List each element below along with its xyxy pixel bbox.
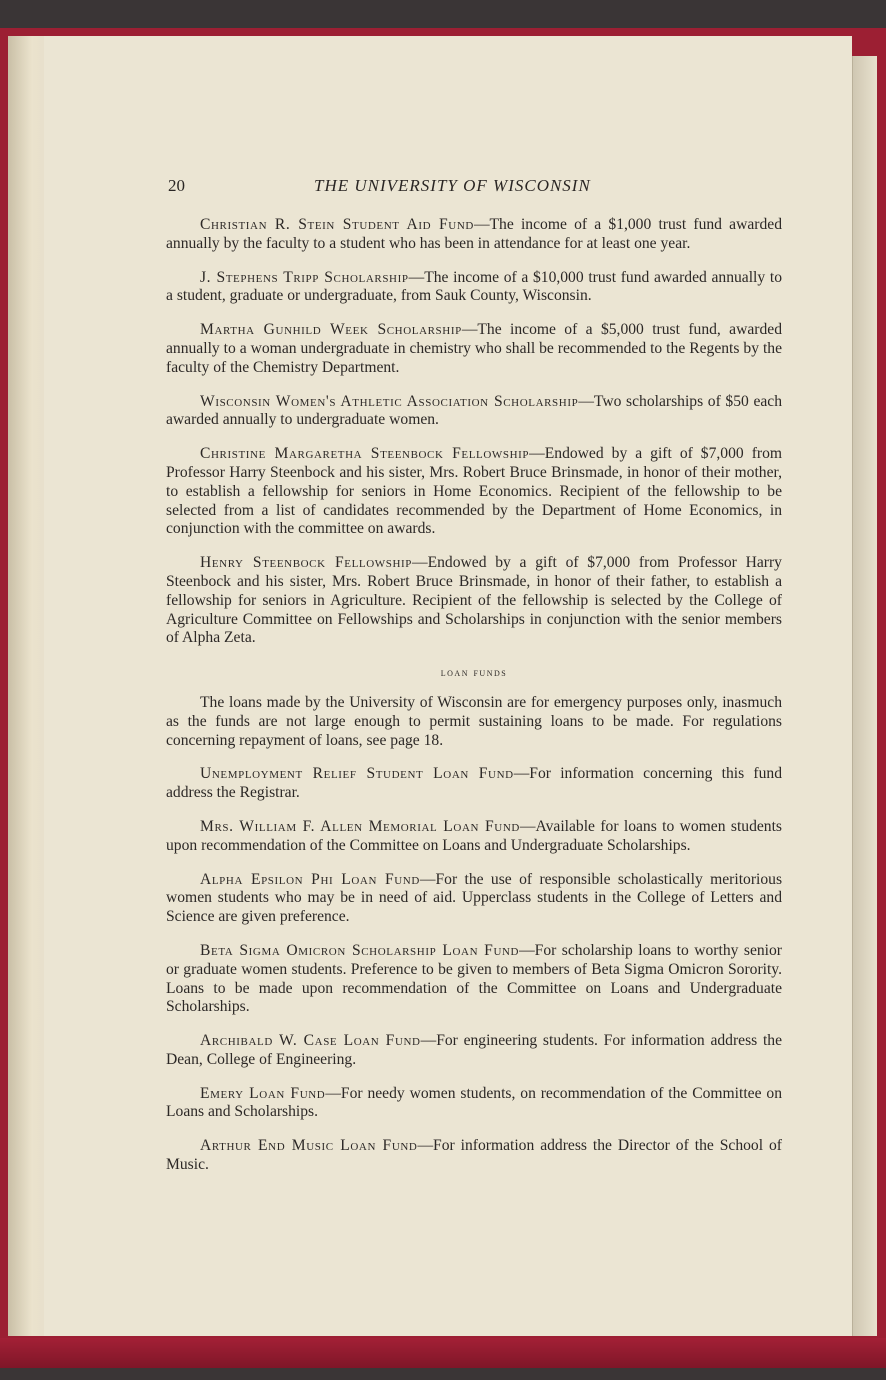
- loans-intro: The loans made by the University of Wisconsin are for emergency purposes only, inasmuch as the funds are not large enough to permit sustaining loans to be made. For regulations concerning repayment of loans, see page 18.: [166, 693, 782, 749]
- fund-description: —Endowed by a gift of $7,000 from Professor Harry Steenbock and his sister, Mrs. Robert Bruce Brinsmade, in honor of their mother, to establish a fellowship for seniors in Home Economics. Recipient of the fellowship to be selected from a list of candidates recommended by the Department of Home Economics, in conjunction with the committee on awards.: [166, 445, 783, 538]
- fund-name: Archibald W. Case Loan Fund: [200, 1032, 421, 1050]
- fund-description: —For information concerning this fund address the Registrar.: [166, 765, 783, 802]
- fund-description: —For engineering students. For information address the Dean, College of Engineering.: [166, 1032, 782, 1068]
- fund-name: Mrs. William F. Allen Memorial Loan Fund: [200, 817, 520, 835]
- fund-entry: [166, 445, 782, 539]
- fund-entry: [166, 818, 782, 856]
- fund-name: Martha Gunhild Week Scholarship: [200, 321, 462, 339]
- fund-description: —The income of a $1,000 trust fund awarded annually by the faculty to a student who has been in attendance for at least one year.: [166, 216, 782, 252]
- fund-description: —For needy women students, on recommendation of the Committee on Loans and Scholarships.: [166, 1084, 782, 1121]
- page-content: [166, 216, 782, 1190]
- fund-description: —For the use of responsible scholastically meritorious women students who may be in need of aid. Upperclass students in the College of Letters and Science are given preference.: [166, 870, 783, 926]
- fund-entry: [166, 1137, 782, 1175]
- fund-name: Alpha Epsilon Phi Loan Fund: [200, 870, 420, 888]
- fund-name: Unemployment Relief Student Loan Fund: [200, 765, 514, 783]
- running-head: [168, 176, 780, 200]
- book-cover-bottom-edge: [0, 1338, 886, 1368]
- page-number: 20: [168, 176, 185, 195]
- fund-description: —Endowed by a gift of $7,000 from Professor Harry Steenbock and his sister, Mrs. Robert Bruce Brinsmade, in honor of their father, to establish a fellowship for seniors in Agriculture. Recipient of the fellowship is selected by the College of Agriculture Committee on Fellowships and Scholarships in conjunction with the senior members of Alpha Zeta.: [166, 554, 782, 647]
- fund-name: Christine Margaretha Steenbock Fellowship: [200, 445, 530, 463]
- fund-entry: [166, 765, 782, 803]
- fund-name: Beta Sigma Omicron Scholarship Loan Fund: [200, 941, 520, 959]
- fund-entry: [166, 1032, 782, 1070]
- fund-name: J. Stephens Tripp Scholarship: [200, 268, 409, 286]
- fund-description: —For information address the Director of the School of Music.: [166, 1137, 782, 1174]
- fund-name: Emery Loan Fund: [200, 1084, 326, 1102]
- fund-entry: [166, 393, 782, 431]
- fund-description: —For scholarship loans to worthy senior or graduate women students. Preference to be given to members of Beta Sigma Omicron Sorority. Loans to be made upon recommendation of the Committee on Loans and Undergraduate Scholarships.: [166, 941, 782, 1016]
- page-stack-edge: [8, 36, 48, 1336]
- running-title: THE UNIVERSITY OF WISCONSIN: [314, 176, 591, 195]
- next-page-edge: [852, 56, 877, 1336]
- fund-name: Christian R. Stein Student Aid Fund: [200, 216, 474, 233]
- fund-name: Wisconsin Women's Athletic Association Scholarship: [200, 392, 579, 410]
- fund-name: Henry Steenbock Fellowship: [200, 554, 412, 572]
- fund-entry: [166, 321, 782, 377]
- fund-entry: [166, 1085, 782, 1123]
- fund-description: —Available for loans to women students upon recommendation of the Committee on Loans and Undergraduate Scholarships.: [166, 817, 782, 854]
- section-heading-loan-funds: loan funds: [440, 665, 508, 680]
- fund-entry: [166, 871, 782, 927]
- fund-entry: [166, 554, 782, 648]
- fund-description: —The income of a $5,000 trust fund, awarded annually to a woman undergraduate in chemistry who shall be recommended to the Regents by the faculty of the Chemistry Department.: [166, 321, 782, 376]
- fund-description: —The income of a $10,000 trust fund awarded annually to a student, graduate or undergraduate, from Sauk County, Wisconsin.: [166, 268, 783, 305]
- fund-entry: [166, 942, 782, 1017]
- fund-name: Arthur End Music Loan Fund: [200, 1137, 418, 1155]
- fund-description: —Two scholarships of $50 each awarded annually to undergraduate women.: [166, 392, 783, 429]
- fund-entry: [166, 216, 782, 254]
- fund-entry: [166, 269, 782, 307]
